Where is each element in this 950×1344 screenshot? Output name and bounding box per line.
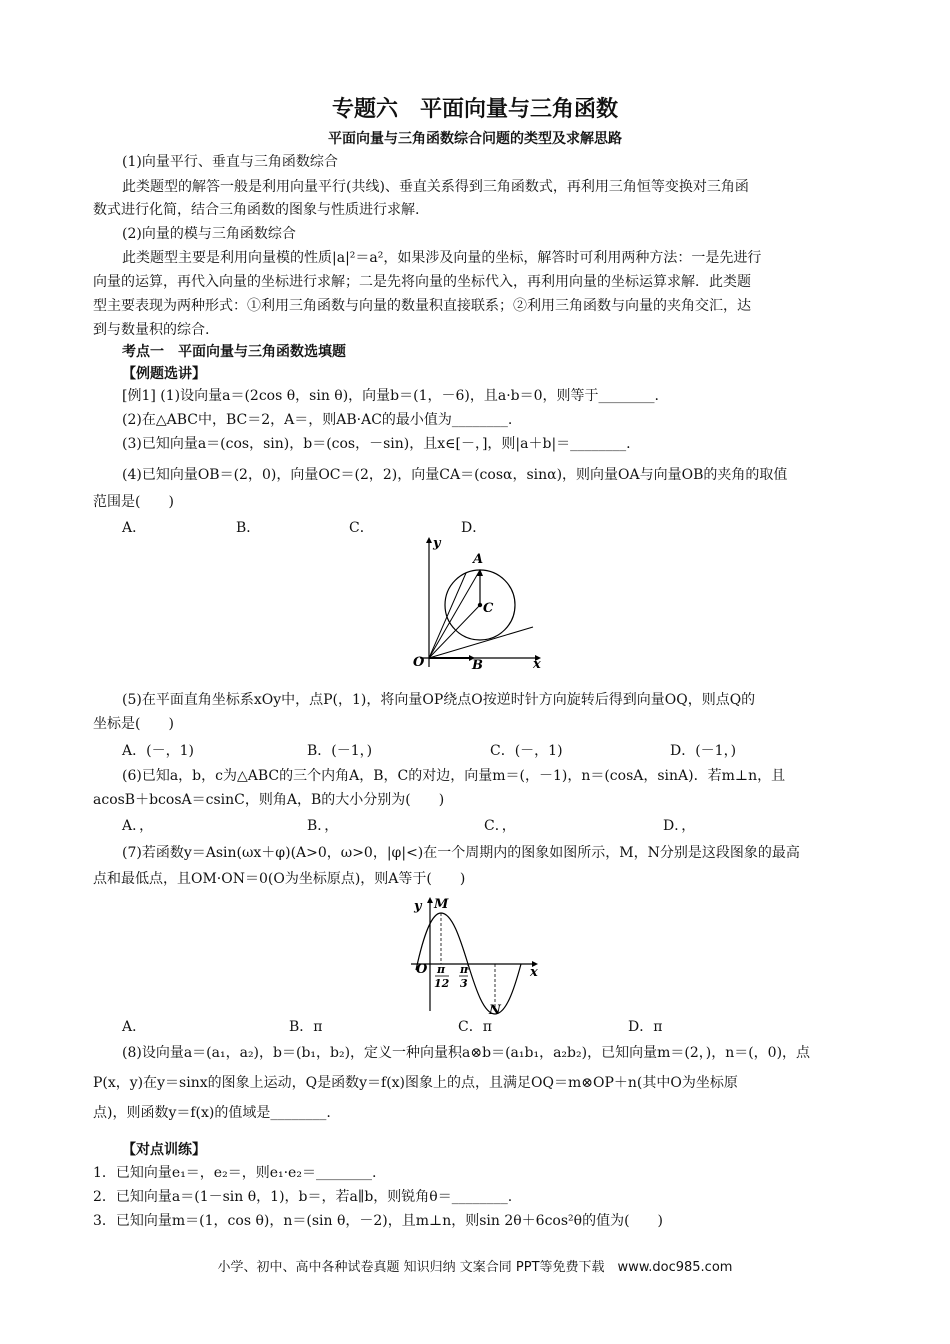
- fig2-tick-3: 3: [460, 977, 468, 990]
- practice-heading: 【对点训练】: [122, 1142, 206, 1158]
- figure-sine-curve: [406, 893, 546, 1015]
- fig1-label-c: C: [483, 601, 494, 616]
- q5-option-b: B．(－1，): [307, 743, 373, 759]
- question-8-line-1: (8)设向量a＝(a₁，a₂)，b＝(b₁，b₂)，定义一种向量积a⊗b＝(a₁b₁，a₂b₂)，已知向量m＝(2，)，n＝(，0)，点: [122, 1045, 811, 1061]
- q7-option-a: A．: [122, 1019, 147, 1035]
- practice-3: 3．已知向量m＝(1，cos θ)，n＝(sin θ，－2)，且m⊥n，则sin 2θ＋6cos²θ的值为( ): [93, 1213, 663, 1229]
- fig2-y-arrow: [427, 897, 433, 903]
- question-2: (2)在△ABC中，BC＝2，A＝，则AB·AC的最小值为________.: [122, 412, 513, 428]
- q4-option-b: B．: [236, 520, 261, 536]
- section1-para-1: 此类题型的解答一般是利用向量平行(共线)、垂直关系得到三角函数式，再利用三角恒等变换对三角函: [122, 179, 749, 195]
- page-subtitle: 平面向量与三角函数综合问题的类型及求解思路: [328, 131, 622, 147]
- q6-option-a: A．，: [122, 818, 154, 834]
- q4-option-c: C．: [349, 520, 374, 536]
- q7-option-c: C．π: [458, 1019, 492, 1035]
- page-title: 专题六 平面向量与三角函数: [331, 97, 618, 122]
- fig2-label-o: O: [416, 962, 428, 977]
- footer-note: 小学、初中、高中各种试卷真题 知识归纳 文案合同 PPT等免费下载 www.doc985.com: [217, 1260, 733, 1275]
- section1-heading: (1)向量平行、垂直与三角函数综合: [122, 154, 338, 170]
- section2-para-3: 型主要表现为两种形式：①利用三角函数与向量的数量积直接联系；②利用三角函数与向量的夹角交汇，达: [93, 298, 751, 314]
- fig1-label-b: B: [472, 658, 483, 673]
- question-6-line-1: (6)已知a，b，c为△ABC的三个内角A，B，C的对边，向量m＝(，－1)，n＝(cosA，sinA)．若m⊥n，且: [122, 768, 786, 784]
- question-5-line-2: 坐标是( ): [93, 716, 174, 732]
- q5-option-c: C．(－，1): [490, 743, 563, 759]
- fig2-tick-pi-12: π: [437, 963, 446, 976]
- q6-option-c: C．，: [484, 818, 516, 834]
- question-7-line-1: (7)若函数y＝Asin(ωx＋φ)(A>0，ω>0，|φ|<)在一个周期内的图象如图所示，M，N分别是这段图象的最高: [122, 845, 800, 861]
- question-4-line-1: (4)已知向量OB＝(2，0)，向量OC＝(2，2)，向量CA＝(cosα，sinα)，则向量OA与向量OB的夹角的取值: [122, 467, 788, 483]
- q4-option-a: A．: [122, 520, 147, 536]
- question-8-line-2: P(x，y)在y＝sinx的图象上运动，Q是函数y＝f(x)图象上的点，且满足OQ＝m⊗OP＋n(其中O为坐标原: [93, 1075, 738, 1091]
- fig2-label-x: x: [530, 965, 538, 980]
- section2-heading: (2)向量的模与三角函数综合: [122, 226, 296, 242]
- fig2-tick-12: 12: [434, 977, 450, 990]
- fig1-label-o: O: [413, 655, 425, 670]
- fig2-label-n: N: [489, 1003, 501, 1015]
- fig1-tangent-upper: [429, 573, 466, 658]
- q5-option-a: A．(－，1): [122, 743, 194, 759]
- fig1-label-x: x: [533, 657, 541, 672]
- kaodian-heading: 考点一 平面向量与三角函数选填题: [122, 344, 346, 360]
- figure-circle-vectors: [405, 535, 545, 673]
- fig1-label-y: y: [433, 536, 441, 551]
- question-7-line-2: 点和最低点，且OM·ON＝0(O为坐标原点)，则A等于( ): [93, 871, 466, 887]
- section2-para-1: 此类题型主要是利用向量模的性质|a|²＝a²，如果涉及向量的坐标，解答时可利用两种方法：一是先进行: [122, 250, 762, 266]
- practice-2: 2．已知向量a＝(1－sin θ，1)，b＝，若a∥b，则锐角θ＝________.: [93, 1189, 513, 1205]
- fig2-label-y: y: [414, 899, 422, 914]
- question-6-line-2: acosB＋bcosA＝csinC，则角A，B的大小分别为( ): [93, 792, 445, 808]
- section2-para-4: 到与数量积的综合.: [93, 322, 210, 338]
- fig2-label-m: M: [434, 897, 449, 912]
- fig2-tick-pi-3: π: [460, 963, 469, 976]
- fig1-label-a: A: [473, 552, 484, 567]
- question-4-line-2: 范围是( ): [93, 494, 174, 510]
- question-5-line-1: (5)在平面直角坐标系xOy中，点P(，1)，将向量OP绕点O按逆时针方向旋转后得到向量OQ，则点Q的: [122, 692, 756, 708]
- examples-heading: 【例题选讲】: [122, 366, 206, 382]
- q5-option-d: D．(－1，): [670, 743, 737, 759]
- q7-option-d: D．π: [628, 1019, 663, 1035]
- section2-para-2: 向量的运算，再代入向量的坐标进行求解；二是先将向量的坐标代入，再利用向量的坐标运算求解．此类题: [93, 274, 751, 290]
- q6-option-b: B．，: [307, 818, 339, 834]
- question-8-line-3: 点)，则函数y＝f(x)的值域是________.: [93, 1105, 331, 1121]
- q7-option-b: B．π: [289, 1019, 323, 1035]
- question-3: (3)已知向量a＝(cos，sin)，b＝(cos，－sin)，且x∈[－，]，则|a＋b|＝________.: [122, 436, 631, 452]
- q4-option-d: D．: [461, 520, 487, 536]
- fig1-y-arrow: [426, 537, 432, 543]
- practice-1: 1．已知向量e₁＝，e₂＝，则e₁·e₂＝________.: [93, 1165, 377, 1181]
- fig1-point-c: [478, 603, 482, 607]
- q6-option-d: D．，: [663, 818, 696, 834]
- section1-para-2: 数式进行化简，结合三角函数的图象与性质进行求解.: [93, 202, 420, 218]
- question-1: [例1] (1)设向量a＝(2cos θ，sin θ)，向量b＝(1，－6)，且a·b＝0，则等于________.: [122, 388, 659, 404]
